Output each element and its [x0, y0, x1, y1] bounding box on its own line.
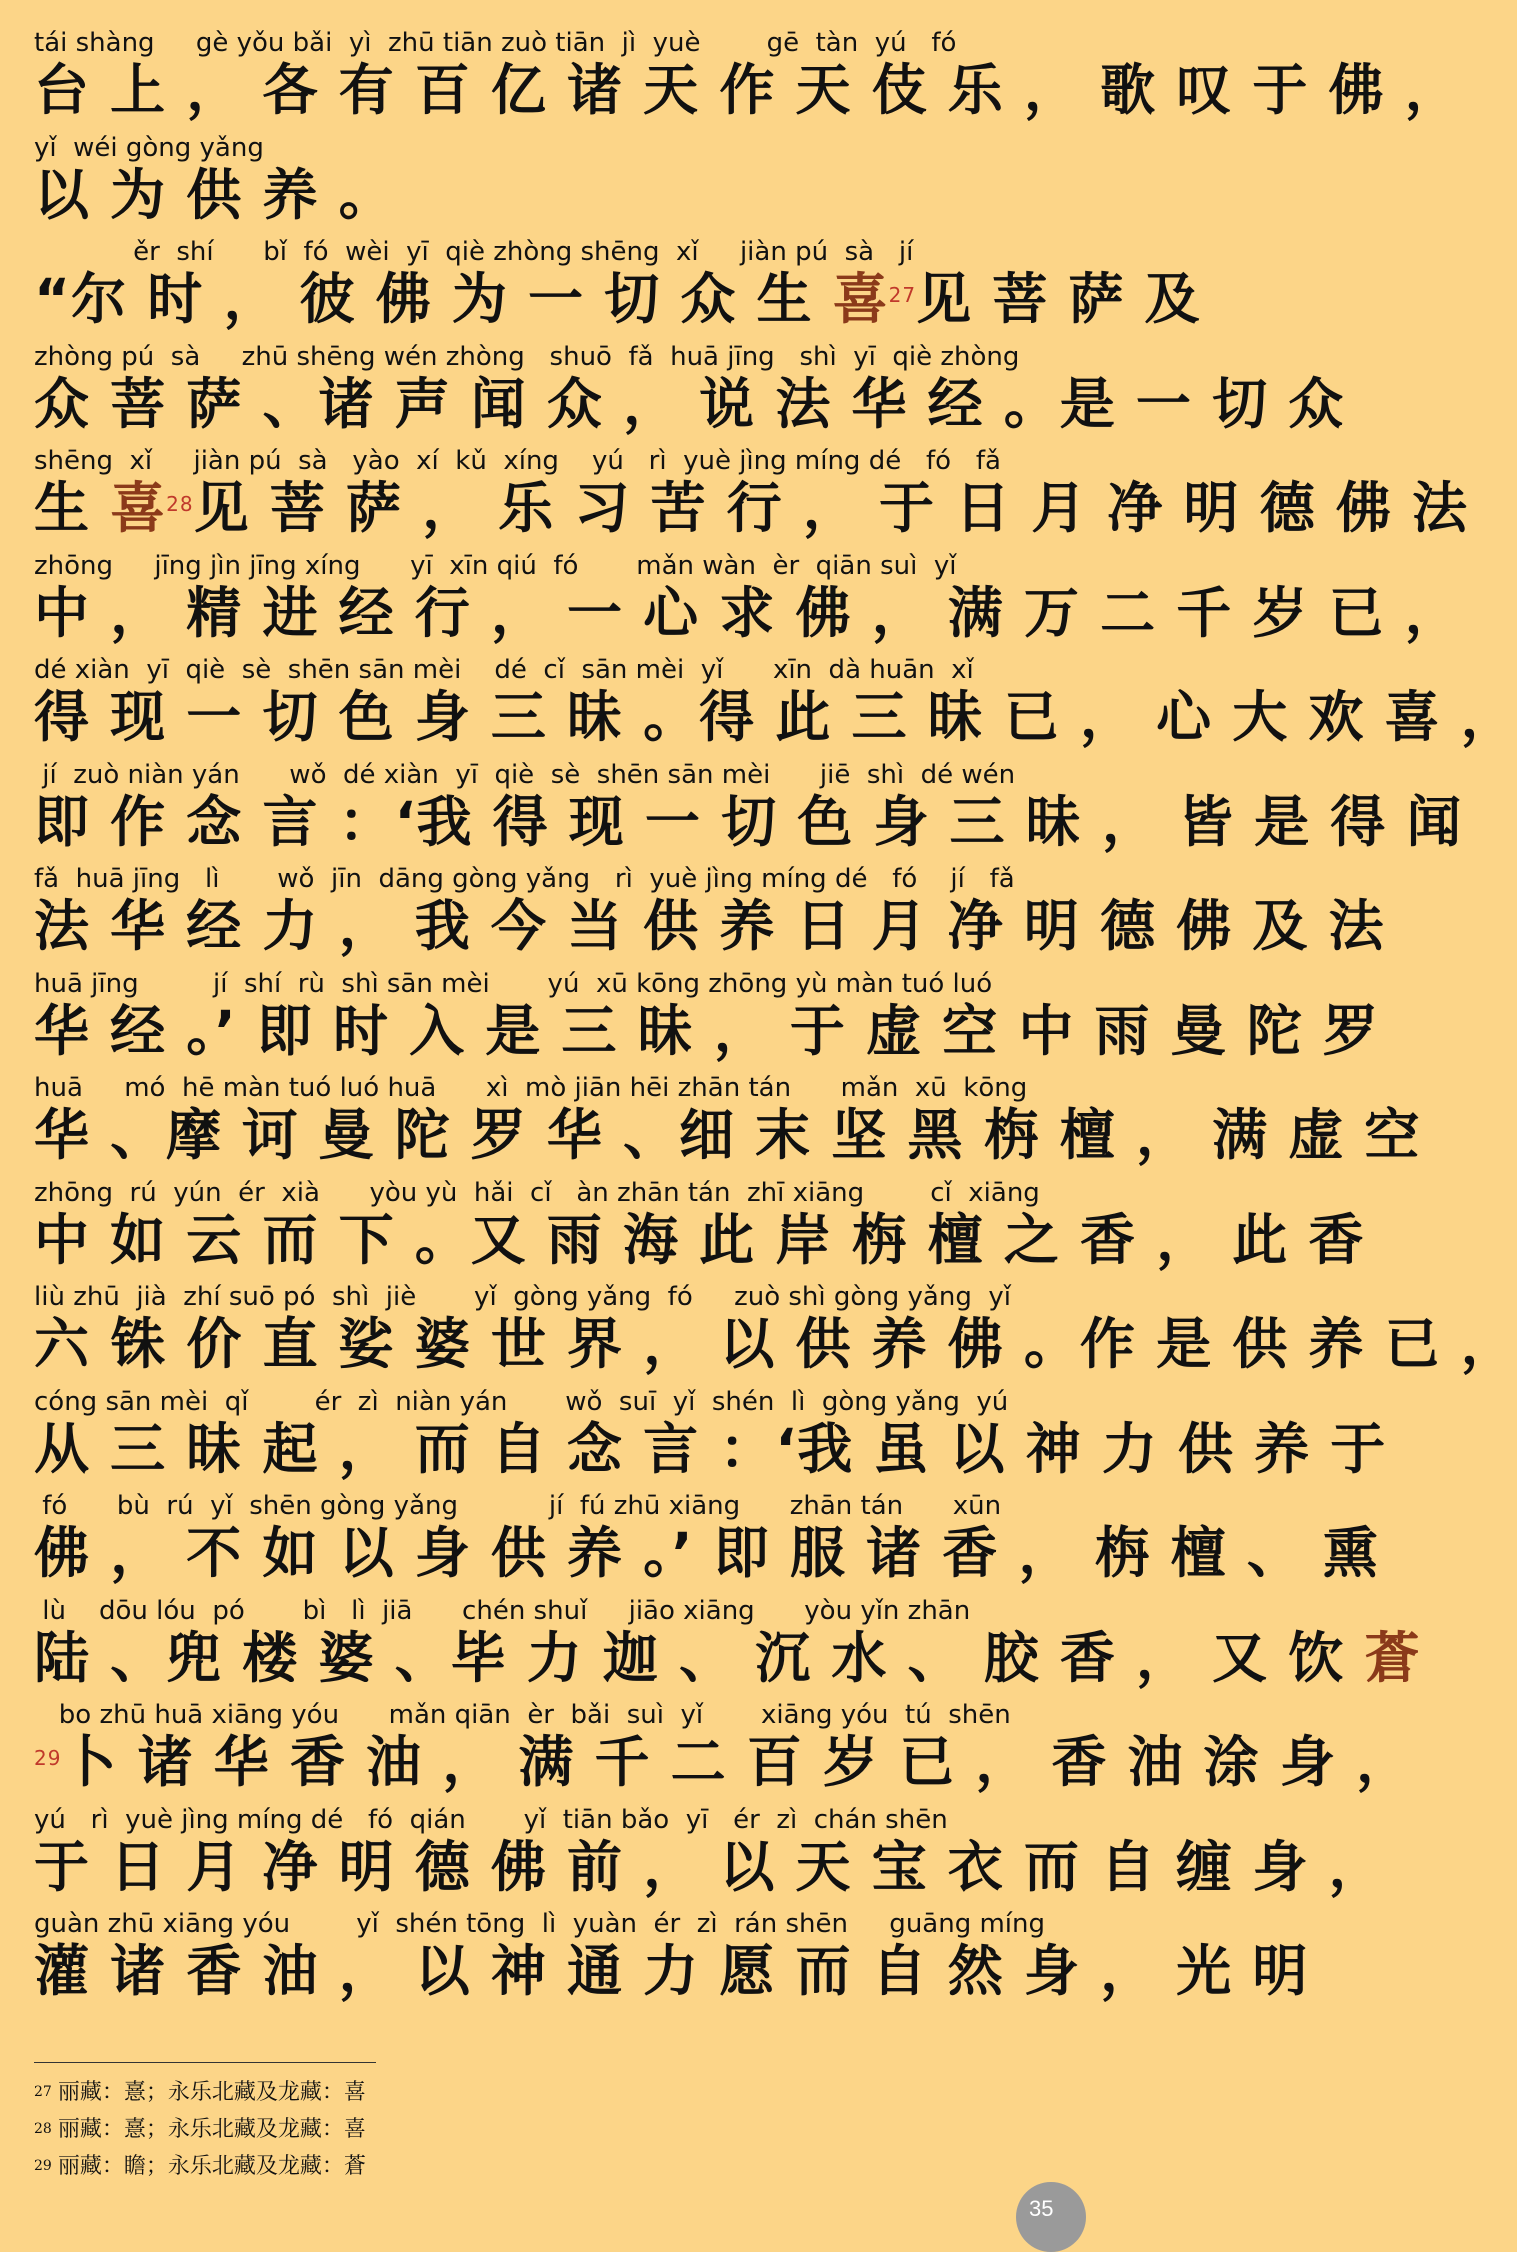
hanzi-line [34, 580, 1461, 645]
pinyin-line: huā jīng jí shí rù shì sān mèi yú xū kōng zhōng yù màn tuó luó [34, 968, 993, 999]
hanzi-line [34, 1939, 1309, 2003]
hanzi-line [34, 476, 1468, 540]
variant-character: 喜 [110, 476, 167, 540]
hanzi-text: 于 日 月 净 明 德 佛 前 ， 以 天 宝 衣 而 自 缠 身 ， [34, 1834, 1385, 1899]
hanzi-line [34, 162, 1054, 227]
pinyin-line: lù dōu lóu pó bì lì jiā chén shuǐ jiāo xiāng yòu yǐn zhān [34, 1595, 971, 1626]
hanzi-line [34, 998, 1379, 1063]
hanzi-text: 华 、摩 诃 曼 陀 罗 华 、细 末 坚 黑 栴 檀 ， 满 虚 空 [34, 1103, 1421, 1167]
hanzi-text: 中 ， 精 进 经 行 ， 一 心 求 佛 ， 满 万 二 千 岁 已 ， [34, 580, 1461, 645]
hanzi-line [34, 1312, 1517, 1376]
hanzi-text: 即 作 念 言 ：‘我 得 现 一 切 色 身 三 昧 ， 皆 是 得 闻 [34, 789, 1463, 854]
pinyin-line: jí zuò niàn yán wǒ dé xiàn yī qiè sè shēn sān mèi jiē shì dé wén [34, 759, 1016, 790]
pinyin-line: bo zhū huā xiāng yóu mǎn qiān èr bǎi suì yǐ xiāng yóu tú shēn [34, 1700, 1011, 1730]
pinyin-line: zhòng pú sà zhū shēng wén zhòng shuō fǎ huā jīng shì yī qiè zhòng [34, 341, 1020, 372]
footnote-item [34, 2074, 734, 2111]
hanzi-text: 以 为 供 养 。 [34, 162, 395, 227]
pinyin-line: ěr shí bǐ fó wèi yī qiè zhòng shēng xǐ jiàn pú sà jí [34, 237, 914, 267]
hanzi-line [34, 1416, 1387, 1481]
pinyin-line: tái shàng gè yǒu bǎi yì zhū tiān zuò tiān jì yuè gē tàn yú fó [34, 28, 957, 58]
pinyin-line: huā mó hē màn tuó luó huā xì mò jiān hēi zhān tán mǎn xū kōng [34, 1073, 1028, 1103]
pinyin-line: yú rì yuè jìng míng dé fó qián yǐ tiān bǎo yī ér zì chán shēn [34, 1804, 948, 1835]
footnote-number: 29 [34, 2158, 52, 2174]
hanzi-line [34, 1103, 1421, 1167]
hanzi-text: 陆 、兜 楼 婆 、毕 力 迦 、 沉 水 、 胶 香 ， 又 饮 [34, 1625, 1365, 1690]
pinyin-line: guàn zhū xiāng yóu yǐ shén tōng lì yuàn ér zì rán shēn guāng míng [34, 1909, 1046, 1939]
hanzi-text: 六 铢 价 直 娑 婆 世 界 ， 以 供 养 佛 。作 是 供 养 已 ， [34, 1312, 1517, 1376]
hanzi-text: 见 菩 萨 及 [916, 267, 1201, 331]
hanzi-text: 华 经 。’ 即 时 入 是 三 昧 ， 于 虚 空 中 雨 曼 陀 罗 [34, 998, 1379, 1063]
variant-character: 喜 [832, 267, 889, 331]
hanzi-line [34, 1207, 1365, 1272]
hanzi-text: 见 菩 萨 ， 乐 习 苦 行 ， 于 日 月 净 明 德 佛 法 [193, 476, 1468, 540]
variant-character: 蒼 [1364, 1625, 1421, 1690]
hanzi-text: 得 现 一 切 色 身 三 昧 。得 此 三 昧 已 ， 心 大 欢 喜 ， [34, 685, 1517, 749]
pinyin-line: shēng xǐ jiàn pú sà yào xí kǔ xíng yú rì yuè jìng míng dé fó fǎ [34, 446, 1001, 476]
hanzi-line [34, 58, 1461, 122]
hanzi-text: 生 [34, 476, 111, 540]
footnote-item [34, 2148, 734, 2185]
hanzi-line [34, 1730, 1412, 1794]
footnote-divider [34, 2062, 376, 2063]
hanzi-text: 卜 诸 华 香 油 ， 满 千 二 百 岁 已 ， 香 油 涂 身 ， [61, 1730, 1412, 1794]
page-number-badge: 35 [1016, 2182, 1086, 2252]
pinyin-line: liù zhū jià zhí suō pó shì jiè yǐ gòng yǎng fó zuò shì gòng yǎng yǐ [34, 1282, 1011, 1312]
hanzi-line [34, 685, 1517, 749]
hanzi-text: 从 三 昧 起 ， 而 自 念 言 ：‘我 虽 以 神 力 供 养 于 [34, 1416, 1387, 1481]
hanzi-text: 法 华 经 力 ， 我 今 当 供 养 日 月 净 明 德 佛 及 法 [34, 894, 1385, 958]
pinyin-line: yǐ wéi gòng yǎng [34, 132, 264, 163]
footnote-text: 丽藏：憙；永乐北藏及龙藏：喜 [57, 2080, 366, 2105]
hanzi-line [34, 1834, 1385, 1899]
footnotes [34, 2074, 734, 2185]
hanzi-text: 灌 诸 香 油 ， 以 神 通 力 愿 而 自 然 身 ， 光 明 [34, 1939, 1309, 2003]
hanzi-text: 中 如 云 而 下 。又 雨 海 此 岸 栴 檀 之 香 ， 此 香 [34, 1207, 1365, 1272]
footnote-text: 丽藏：瞻；永乐北藏及龙藏：蒼 [57, 2154, 366, 2179]
hanzi-text: “尔 时 ， 彼 佛 为 一 切 众 生 [34, 267, 833, 331]
hanzi-line [34, 894, 1385, 958]
hanzi-line [34, 267, 1201, 331]
footnote-marker: 29 [34, 1746, 62, 1770]
footnote-marker: 27 [888, 283, 917, 307]
footnote-item [34, 2111, 734, 2148]
pinyin-line: cóng sān mèi qǐ ér zì niàn yán wǒ suī yǐ shén lì gòng yǎng yú [34, 1386, 1009, 1417]
footnote-marker: 28 [166, 492, 194, 516]
pinyin-line: fǎ huā jīng lì wǒ jīn dāng gòng yǎng rì yuè jìng míng dé fó jí fǎ [34, 864, 1015, 894]
pinyin-line: zhōng jīng jìn jīng xíng yī xīn qiú fó mǎn wàn èr qiān suì yǐ [34, 550, 957, 581]
hanzi-text: 众 菩 萨 、诸 声 闻 众 ， 说 法 华 经 。是 一 切 众 [34, 371, 1345, 436]
hanzi-text: 佛 ， 不 如 以 身 供 养 。’ 即 服 诸 香 ， 栴 檀 、 熏 [34, 1521, 1379, 1585]
hanzi-line [34, 789, 1463, 854]
hanzi-text: 台 上 ， 各 有 百 亿 诸 天 作 天 伎 乐 ， 歌 叹 于 佛 ， [34, 58, 1461, 122]
hanzi-line [34, 1521, 1379, 1585]
footnote-number: 27 [34, 2084, 52, 2100]
hanzi-line [34, 1625, 1421, 1690]
hanzi-line [34, 371, 1345, 436]
pinyin-line: dé xiàn yī qiè sè shēn sān mèi dé cǐ sān mèi yǐ xīn dà huān xǐ [34, 655, 974, 685]
pinyin-line: zhōng rú yún ér xià yòu yù hǎi cǐ àn zhān tán zhī xiāng cǐ xiāng [34, 1177, 1040, 1208]
footnote-text: 丽藏：憙；永乐北藏及龙藏：喜 [57, 2117, 366, 2142]
footnote-number: 28 [34, 2121, 52, 2137]
pinyin-line: fó bù rú yǐ shēn gòng yǎng jí fú zhū xiāng zhān tán xūn [34, 1491, 1002, 1521]
